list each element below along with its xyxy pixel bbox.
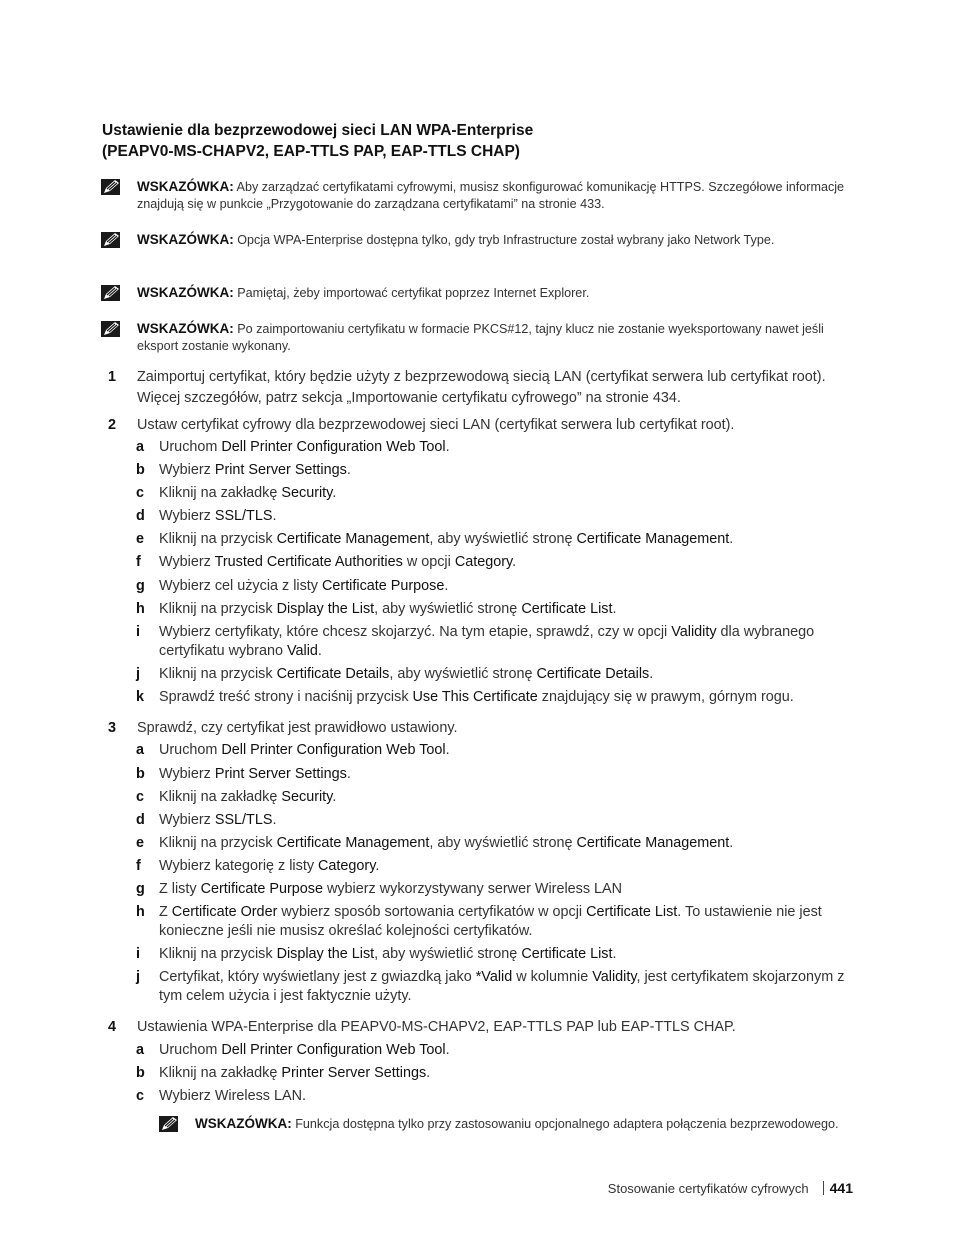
substep-text-part: . bbox=[272, 508, 277, 524]
substep-text-part: . bbox=[346, 462, 351, 478]
ui-term: Certificate Management bbox=[576, 835, 730, 851]
ui-term: Certificate Details bbox=[536, 666, 650, 682]
substep-text-part: dla wybranego certyfikatu wybrano bbox=[159, 624, 815, 659]
ui-term: Display the List bbox=[276, 946, 375, 962]
step-text: Ustawienia WPA-Enterprise dla PEAPV0-MS-CHAPV2, EAP-TTLS PAP lub EAP-TTLS CHAP. bbox=[137, 1019, 736, 1035]
substep-text bbox=[159, 600, 858, 619]
substep-letter: i bbox=[136, 946, 140, 962]
substep-text-part: , aby wyświetlić stronę bbox=[429, 835, 577, 851]
page-number: 441 bbox=[829, 1180, 853, 1196]
ui-term: Security bbox=[281, 789, 333, 805]
ui-term: Certificate Order bbox=[171, 904, 278, 920]
substep-text-part: , aby wyświetlić stronę bbox=[389, 666, 537, 682]
substep-text-part: Kliknij na zakładkę bbox=[159, 485, 282, 501]
substep-text-part: Uruchom bbox=[159, 439, 222, 455]
substep-text-part: wybierz wykorzystywany serwer Wireless LAN bbox=[322, 881, 623, 897]
ui-term: Category bbox=[318, 858, 376, 874]
substep-letter: j bbox=[136, 666, 140, 682]
ui-term: Certificate List bbox=[521, 601, 613, 617]
ui-term: Certificate Management bbox=[576, 531, 730, 547]
substep-letter: c bbox=[136, 485, 145, 501]
ui-term: Dell Printer Configuration Web Tool bbox=[221, 439, 446, 455]
substep-text bbox=[159, 880, 858, 899]
substep-text-part: Z listy bbox=[159, 881, 201, 897]
note-label: WSKAZÓWKA: bbox=[137, 321, 234, 336]
ui-term: SSL/TLS bbox=[214, 508, 273, 524]
note-pencil-icon bbox=[100, 178, 122, 196]
substep-text-part: Wybierz bbox=[159, 508, 215, 524]
substep-text bbox=[159, 811, 858, 830]
note-text: Funkcja dostępna tylko przy zastosowaniu opcjonalnego adaptera połączenia bezprzewodowego. bbox=[295, 1117, 839, 1131]
note-text: Aby zarządzać certyfikatami cyfrowymi, musisz skonfigurować komunikację HTTPS. Szczegółowe informacje znajdują się w punkcie „Przygotowanie do zarządzana certyfikatami” na stronie 433. bbox=[137, 180, 845, 211]
substep-letter: f bbox=[136, 858, 141, 874]
substep-text bbox=[159, 438, 858, 457]
substep-text bbox=[159, 945, 858, 964]
substep-text bbox=[159, 461, 858, 480]
substep-text-part: Kliknij na przycisk bbox=[159, 835, 277, 851]
substep-letter: b bbox=[136, 462, 145, 478]
substep-letter: g bbox=[136, 881, 145, 897]
substep-text-part: Certyfikat, który wyświetlany jest z gwiazdką jako bbox=[159, 969, 476, 985]
substep-text-part: Wybierz bbox=[159, 462, 215, 478]
ui-term: Certificate Details bbox=[276, 666, 390, 682]
note-label: WSKAZÓWKA: bbox=[137, 232, 234, 247]
substep-text-part: Kliknij na zakładkę bbox=[159, 789, 282, 805]
substep-text-part: Kliknij na przycisk bbox=[159, 531, 277, 547]
substep-text-part: , aby wyświetlić stronę bbox=[374, 946, 522, 962]
note-pencil-icon bbox=[100, 231, 122, 249]
substep-text-part: Wybierz bbox=[159, 554, 215, 570]
ui-term: Certificate Management bbox=[276, 835, 430, 851]
substep-text bbox=[159, 1087, 858, 1106]
substep-text-part: Z bbox=[159, 904, 172, 920]
substep-letter: a bbox=[136, 742, 145, 758]
substep-text-part: . bbox=[426, 1065, 431, 1081]
substep-text-part: znajdujący się w prawym, górnym rogu. bbox=[537, 689, 794, 705]
note-pencil-icon bbox=[100, 284, 122, 302]
page-footer bbox=[608, 1180, 853, 1196]
note-text: Po zaimportowaniu certyfikatu w formacie PKCS#12, tajny klucz nie zostanie wyeksportowany nawet jeśli eksport zostanie wykonany. bbox=[137, 322, 824, 353]
substep-text-part: Kliknij na przycisk bbox=[159, 946, 277, 962]
substep-text bbox=[159, 553, 858, 572]
note-label: WSKAZÓWKA: bbox=[137, 285, 234, 300]
ui-term: SSL/TLS bbox=[214, 812, 273, 828]
substep-text-part: . bbox=[445, 1042, 450, 1058]
substep-text-part: wybierz sposób sortowania certyfikatów w opcji bbox=[277, 904, 587, 920]
substep-letter: j bbox=[136, 969, 140, 985]
substep-text bbox=[159, 1064, 858, 1083]
substep-text-part: Wybierz Wireless LAN. bbox=[159, 1088, 306, 1104]
ui-term: Certificate Purpose bbox=[322, 578, 445, 594]
substep-text-part: Uruchom bbox=[159, 1042, 222, 1058]
substep-letter: e bbox=[136, 835, 145, 851]
substep-text-part: Wybierz bbox=[159, 766, 215, 782]
substep-letter: d bbox=[136, 812, 145, 828]
substep-letter: b bbox=[136, 1065, 145, 1081]
substep-letter: c bbox=[136, 1088, 145, 1104]
substep-text-part: . bbox=[375, 858, 380, 874]
step-number: 3 bbox=[108, 720, 117, 736]
ui-term: Use This Certificate bbox=[412, 689, 538, 705]
substep-text bbox=[159, 741, 858, 760]
substep-text-part: . bbox=[512, 554, 517, 570]
substep-text bbox=[159, 665, 858, 684]
heading-line-2: (PEAPV0-MS-CHAPV2, EAP-TTLS PAP, EAP-TTLS CHAP) bbox=[102, 143, 520, 160]
substep-text-part: Wybierz certyfikaty, które chcesz skojarzyć. Na tym etapie, sprawdź, czy w opcji bbox=[159, 624, 672, 640]
substep-text-part: . bbox=[649, 666, 654, 682]
note-pencil-icon bbox=[158, 1115, 180, 1133]
footer-section-title: Stosowanie certyfikatów cyfrowych bbox=[607, 1181, 809, 1196]
substep-text-part: . bbox=[612, 601, 617, 617]
step-text: Zaimportuj certyfikat, który będzie użyty z bezprzewodową siecią LAN (certyfikat serwera lub certyfikat root). Więcej szczegółów, patrz sekcja „Importowanie certyfikatu cyfrowego” na stronie 434. bbox=[137, 369, 826, 406]
substep-text-part: . To ustawienie nie jest konieczne jeśli nie musisz określać kolejności certyfikatów. bbox=[159, 904, 822, 939]
substep-text bbox=[159, 1041, 858, 1060]
substep-text-part: w opcji bbox=[402, 554, 455, 570]
ui-term: Certificate Management bbox=[276, 531, 430, 547]
substep-text-part: . bbox=[346, 766, 351, 782]
substep-text bbox=[159, 577, 858, 596]
substep-text bbox=[159, 857, 858, 876]
ui-term: Certificate List bbox=[521, 946, 613, 962]
substep-text-part: , jest certyfikatem skojarzonym z tym celem użycia i jest faktycznie użyty. bbox=[159, 969, 845, 1004]
substep-letter: e bbox=[136, 531, 145, 547]
substep-text-part: . bbox=[332, 789, 337, 805]
ui-term: Valid bbox=[286, 643, 318, 659]
substep-text-part: Sprawdź treść strony i naciśnij przycisk bbox=[159, 689, 413, 705]
substep-text-part: Wybierz kategorię z listy bbox=[159, 858, 319, 874]
substep-text bbox=[159, 834, 858, 853]
note-text: Opcja WPA-Enterprise dostępna tylko, gdy tryb Infrastructure został wybrany jako Network Type. bbox=[237, 233, 775, 247]
substep-letter: h bbox=[136, 601, 145, 617]
step-number: 1 bbox=[108, 369, 117, 385]
substep-text bbox=[159, 788, 858, 807]
ui-term: Printer Server Settings bbox=[281, 1065, 427, 1081]
substep-letter: a bbox=[136, 439, 145, 455]
note-label: WSKAZÓWKA: bbox=[195, 1116, 292, 1131]
substep-text-part: . bbox=[612, 946, 617, 962]
substep-text-part: Kliknij na przycisk bbox=[159, 601, 277, 617]
substep-text-part: w kolumnie bbox=[512, 969, 593, 985]
ui-term: Category bbox=[454, 554, 513, 570]
substep-letter: i bbox=[136, 624, 140, 640]
substep-text bbox=[159, 765, 858, 784]
ui-term: Validity bbox=[592, 969, 637, 985]
substep-text-part: Kliknij na zakładkę bbox=[159, 1065, 282, 1081]
ui-term: Security bbox=[281, 485, 333, 501]
footer-divider bbox=[823, 1181, 824, 1195]
note-pencil-icon bbox=[100, 320, 122, 338]
substep-text bbox=[159, 530, 858, 549]
ui-term: Certificate List bbox=[586, 904, 678, 920]
substep-text-part: . bbox=[445, 439, 450, 455]
note-label: WSKAZÓWKA: bbox=[137, 179, 234, 194]
step-text: Sprawdź, czy certyfikat jest prawidłowo ustawiony. bbox=[137, 720, 458, 736]
substep-text-part: Wybierz cel użycia z listy bbox=[159, 578, 322, 594]
step-text: Ustaw certyfikat cyfrowy dla bezprzewodowej sieci LAN (certyfikat serwera lub certyfikat root). bbox=[137, 417, 735, 433]
substep-text bbox=[159, 484, 858, 503]
substep-text bbox=[159, 903, 858, 941]
ui-term: Dell Printer Configuration Web Tool bbox=[221, 1042, 446, 1058]
substep-text-part: . bbox=[332, 485, 337, 501]
ui-term: Certificate Purpose bbox=[200, 881, 323, 897]
step-number: 2 bbox=[108, 417, 117, 433]
substep-text-part: . bbox=[729, 531, 734, 547]
ui-term: Print Server Settings bbox=[214, 766, 347, 782]
ui-term: Trusted Certificate Authorities bbox=[214, 554, 403, 570]
substep-text-part: . bbox=[444, 578, 449, 594]
substep-text-part: Wybierz bbox=[159, 812, 215, 828]
ui-term: Dell Printer Configuration Web Tool bbox=[221, 742, 446, 758]
substep-letter: b bbox=[136, 766, 145, 782]
substep-text-part: Uruchom bbox=[159, 742, 222, 758]
substep-letter: g bbox=[136, 578, 145, 594]
ui-term: Validity bbox=[671, 624, 717, 640]
substep-text-part: , aby wyświetlić stronę bbox=[429, 531, 577, 547]
substep-letter: k bbox=[136, 689, 145, 705]
substep-text bbox=[159, 968, 858, 1006]
note-text: Pamiętaj, żeby importować certyfikat poprzez Internet Explorer. bbox=[237, 286, 590, 300]
substep-text bbox=[159, 507, 858, 526]
substep-text-part: . bbox=[317, 643, 322, 659]
substep-text-part: . bbox=[445, 742, 450, 758]
ui-term: *Valid bbox=[475, 969, 513, 985]
heading-line-1: Ustawienie dla bezprzewodowej sieci LAN WPA-Enterprise bbox=[102, 122, 534, 139]
substep-letter: h bbox=[136, 904, 145, 920]
substep-text-part: . bbox=[729, 835, 734, 851]
substep-text-part: . bbox=[272, 812, 277, 828]
substep-letter: a bbox=[136, 1042, 145, 1058]
ui-term: Display the List bbox=[276, 601, 375, 617]
ui-term: Print Server Settings bbox=[214, 462, 347, 478]
step-number: 4 bbox=[108, 1019, 117, 1035]
section-heading bbox=[102, 120, 862, 162]
substep-letter: f bbox=[136, 554, 141, 570]
substep-text-part: , aby wyświetlić stronę bbox=[374, 601, 522, 617]
substep-text bbox=[159, 623, 858, 661]
substep-letter: c bbox=[136, 789, 145, 805]
substep-text-part: Kliknij na przycisk bbox=[159, 666, 277, 682]
substep-text bbox=[159, 688, 858, 707]
substep-letter: d bbox=[136, 508, 145, 524]
